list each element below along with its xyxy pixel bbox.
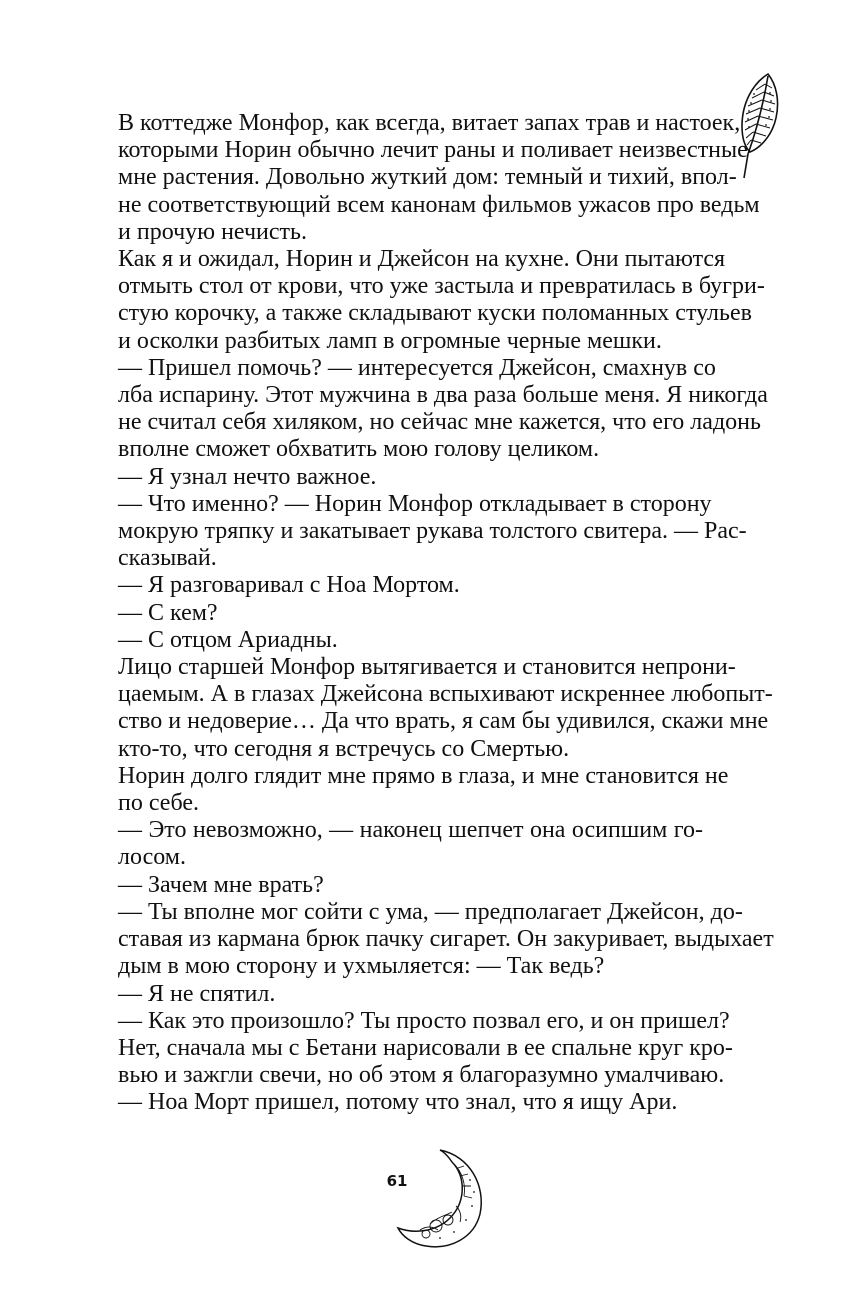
text-line: и прочую нечисть. bbox=[118, 218, 307, 245]
text-line: — С отцом Ариадны. bbox=[118, 626, 338, 653]
text-line: лосом. bbox=[118, 844, 186, 871]
text-line: вполне сможет обхватить мою голову целиком. bbox=[118, 436, 600, 463]
text-line: — Я разговаривал с Ноа Мортом. bbox=[118, 572, 460, 599]
text-line: — Что именно? — Норин Монфор откладывает в сторону bbox=[118, 490, 712, 517]
text-line: Нет, сначала мы с Бетани нарисовали в ее спальне круг кро- bbox=[118, 1034, 733, 1061]
text-line: Как я и ожидал, Норин и Джейсон на кухне. Они пытаются bbox=[118, 246, 726, 273]
text-line: цаемым. А в глазах Джейсона вспыхивают искреннее любопыт- bbox=[118, 681, 773, 708]
text-line: вью и зажгли свечи, но об этом я благоразумно умалчиваю. bbox=[118, 1062, 725, 1089]
text-line: мне растения. Довольно жуткий дом: темный и тихий, впол- bbox=[118, 164, 737, 191]
text-line: дым в мою сторону и ухмыляется: — Так ведь? bbox=[118, 953, 605, 980]
text-line: — Я не спятил. bbox=[118, 980, 276, 1007]
text-line: кто-то, что сегодня я встречусь со Смертью. bbox=[118, 735, 570, 762]
text-line: мокрую тряпку и закатывает рукава толстого свитера. — Рас- bbox=[118, 518, 747, 545]
text-line: — С кем? bbox=[118, 599, 218, 626]
text-line: — Ноа Морт пришел, потому что знал, что я ищу Ари. bbox=[118, 1089, 678, 1116]
text-line: В коттедже Монфор, как всегда, витает запах трав и настоек, bbox=[118, 110, 741, 136]
text-line: по себе. bbox=[118, 790, 199, 817]
text-line: — Я узнал нечто важное. bbox=[118, 463, 377, 490]
text-line: не соответствующий всем канонам фильмов ужасов про ведьм bbox=[118, 191, 760, 218]
text-line: ство и недоверие… Да что врать, я сам бы удивился, скажи мне bbox=[118, 708, 769, 735]
crescent-moon-icon bbox=[396, 1146, 488, 1252]
page-number: 61 bbox=[386, 1172, 408, 1190]
text-line: — Ты вполне мог сойти с ума, — предполагает Джейсон, до- bbox=[118, 898, 743, 925]
text-line: и осколки разбитых ламп в огромные черные мешки. bbox=[118, 327, 662, 354]
text-line: которыми Норин обычно лечит раны и поливает неизвестные bbox=[118, 137, 748, 164]
text-line: отмыть стол от крови, что уже застыла и превратилась в бугри- bbox=[118, 273, 765, 300]
text-line: Лицо старшей Монфор вытягивается и становится непрони- bbox=[118, 654, 736, 681]
text-line: ставая из кармана брюк пачку сигарет. Он закуривает, выдыхает bbox=[118, 926, 774, 953]
text-line: Норин долго глядит мне прямо в глаза, и мне становится не bbox=[118, 762, 729, 789]
text-line: стую корочку, а также складывают куски поломанных стульев bbox=[118, 300, 752, 327]
text-line: не считал себя хиляком, но сейчас мне кажется, что его ладонь bbox=[118, 409, 761, 436]
body-text bbox=[118, 110, 774, 1117]
text-line: лба испарину. Этот мужчина в два раза больше меня. Я никогда bbox=[118, 382, 768, 409]
text-line: сказывай. bbox=[118, 545, 217, 572]
text-line: — Как это произошло? Ты просто позвал его, и он пришел? bbox=[118, 1007, 730, 1034]
text-line: — Это невозможно, — наконец шепчет она осипшим го- bbox=[118, 817, 703, 844]
text-line: — Пришел помочь? — интересуется Джейсон, смахнув со bbox=[118, 354, 716, 381]
text-line: — Зачем мне врать? bbox=[118, 871, 324, 898]
feather-icon bbox=[734, 70, 784, 182]
